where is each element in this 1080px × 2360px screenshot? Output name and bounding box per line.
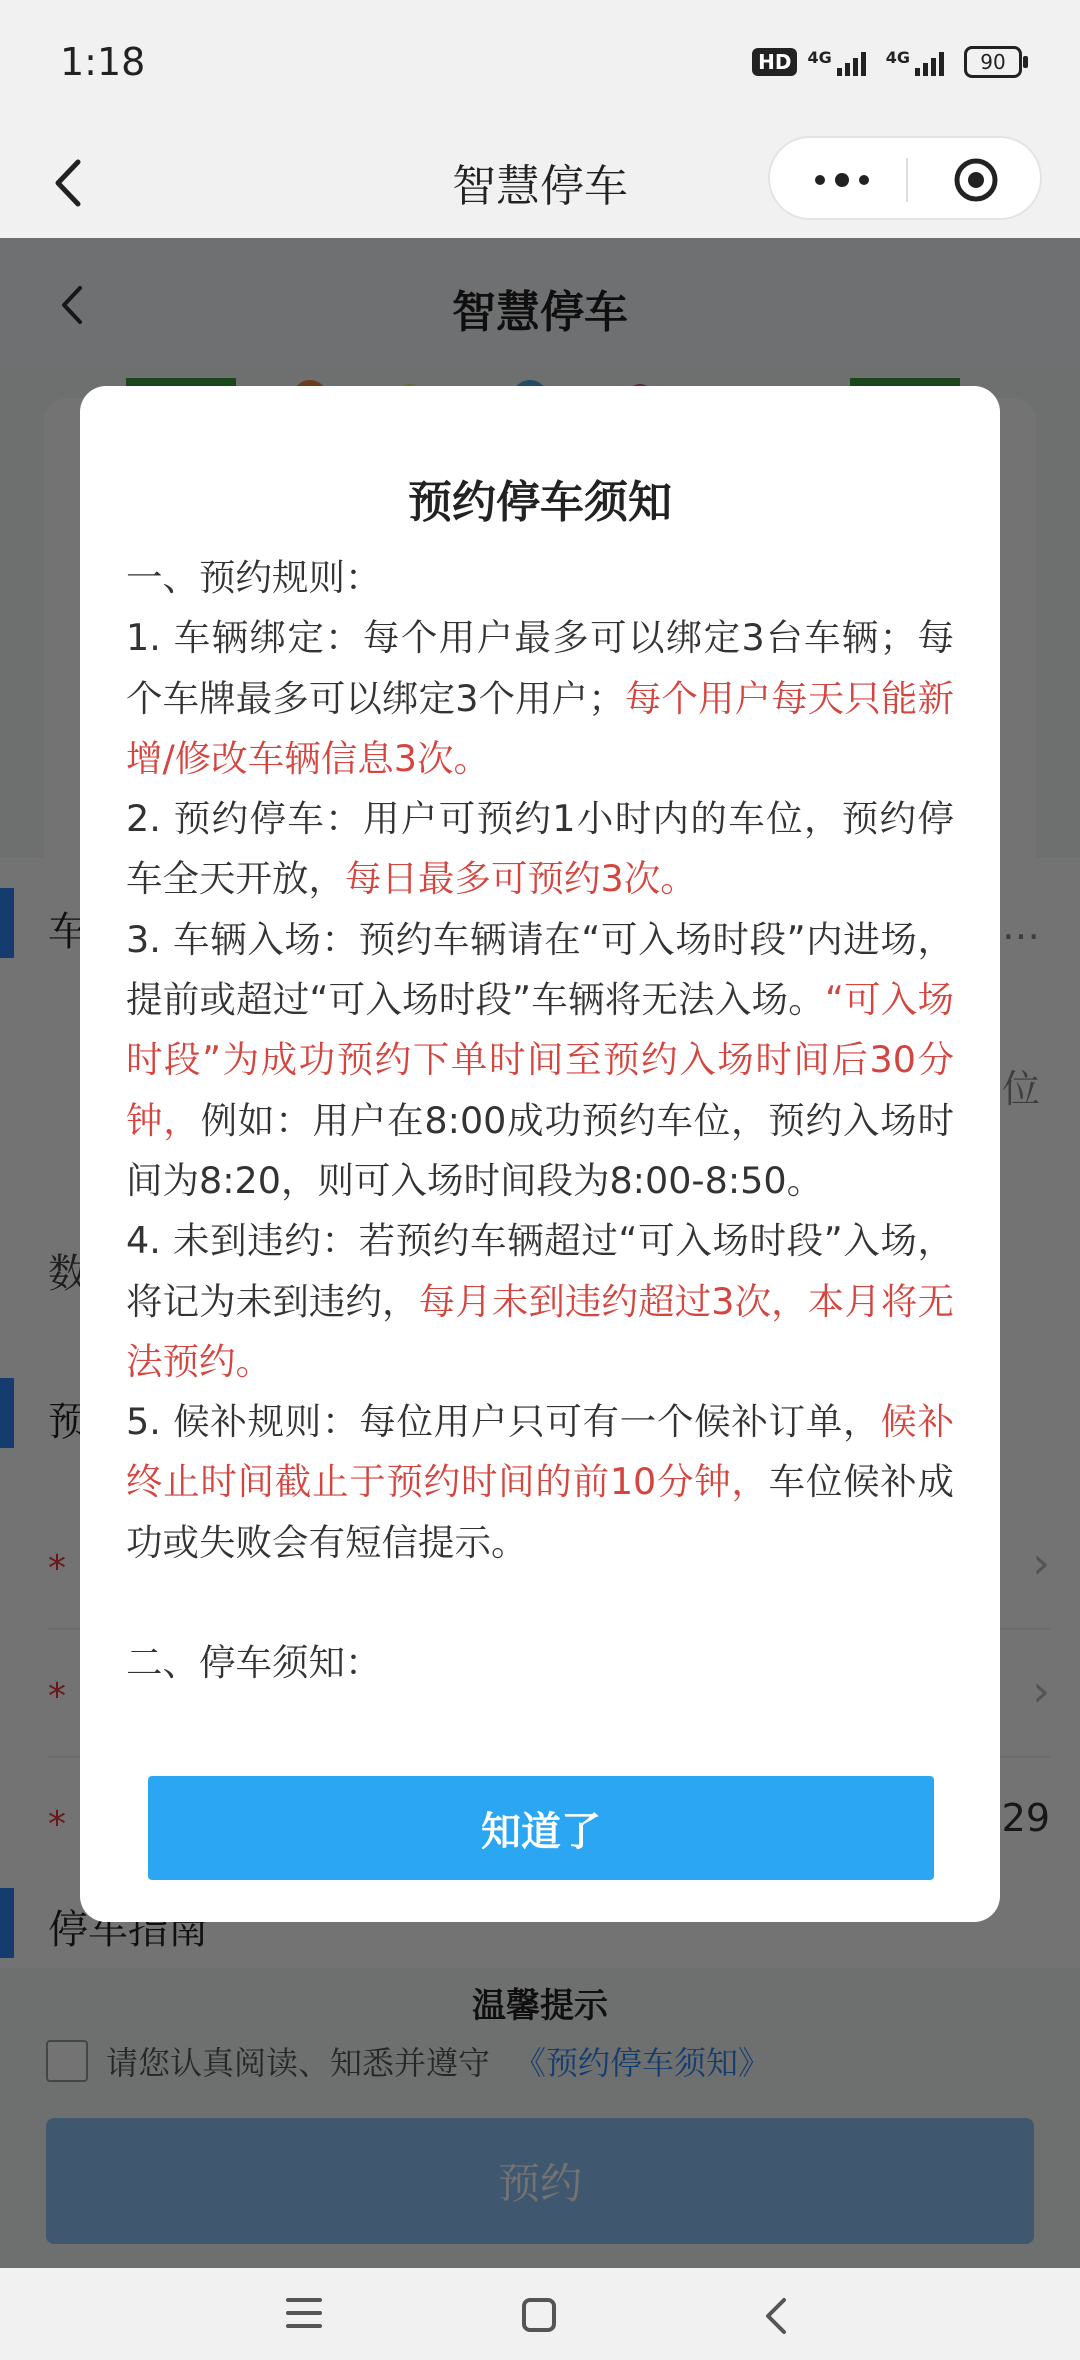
modal-title: 预约停车须知	[408, 477, 672, 528]
spacer	[126, 1573, 954, 1633]
home-icon[interactable]	[522, 2298, 556, 2332]
capsule-menu	[768, 136, 1042, 220]
rule-2: 2. 预约停车：用户可预约1小时内的车位，预约停车全天开放，每日最多可预约3次。	[126, 797, 954, 901]
mini-program-title: 智慧停车	[452, 161, 628, 212]
rule-5: 5. 候补规则：每位用户只可有一个候补订单，候补终止时间截止于预约时间的前10分钟，车位候补成功或失败会有短信提示。	[126, 1400, 955, 1564]
rule-4: 4. 未到违约：若预约车辆超过“可入场时段”入场，将记为未到违约，每月未到违约超过3次，本月将无法预约。	[126, 1219, 955, 1383]
target-icon[interactable]	[952, 156, 1000, 204]
system-nav-bar	[0, 2268, 1080, 2360]
capsule-divider	[906, 158, 908, 202]
status-bar	[0, 0, 1080, 128]
ok-button[interactable]: 知道了	[148, 1776, 934, 1880]
section2-heading: 二、停车须知：	[126, 1641, 382, 1685]
notice-modal	[80, 386, 1000, 1922]
status-icons	[752, 46, 1022, 78]
nav-back-icon[interactable]	[758, 2294, 798, 2338]
menu-icon[interactable]	[286, 2298, 322, 2330]
status-time: 1:18	[60, 40, 146, 84]
rule-3: 3. 车辆入场：预约车辆请在“可入场时段”内进场，提前或超过“可入场时段”车辆将无法入场。“可入场时段”为成功预约下单时间至预约入场时间后30分钟，例如：用户在8:00成功预约车位，预约入场时间为8:20，则可入场时间段为8:00-8:50。	[126, 917, 955, 1202]
signal-icon: 4G	[886, 48, 944, 76]
signal-icon: 4G	[807, 48, 865, 76]
battery-icon: 90	[964, 46, 1022, 78]
modal-body[interactable]	[126, 548, 955, 1685]
more-dots-icon[interactable]	[802, 158, 882, 202]
mini-program-header	[0, 128, 1080, 238]
section1-heading: 一、预约规则：	[126, 556, 382, 599]
rule-1: 1. 车辆绑定：每个用户最多可以绑定3台车辆；每个车牌最多可以绑定3个用户；每个用户每天只能新增/修改车辆信息3次。	[126, 616, 954, 780]
hd-icon: HD	[752, 48, 797, 76]
